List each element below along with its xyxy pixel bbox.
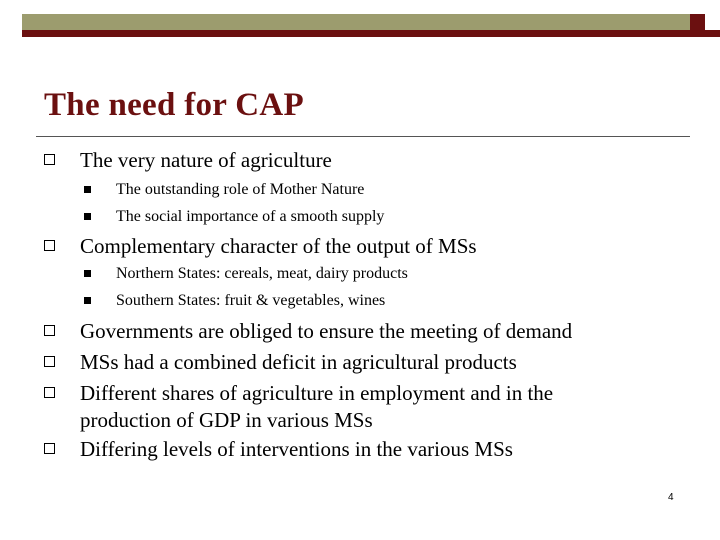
hollow-square-bullet-icon (44, 443, 55, 454)
bullet-text: Governments are obliged to ensure the meeting of demand (80, 319, 573, 343)
title-divider (36, 136, 690, 137)
red-corner-square (690, 14, 705, 30)
bullet-text-line-2: production of GDP in various MSs (80, 408, 373, 432)
bullet-text: Complementary character of the output of MSs (80, 234, 477, 258)
top-decoration-bar (0, 0, 720, 40)
page-number: 4 (668, 492, 674, 503)
hollow-square-bullet-icon (44, 356, 55, 367)
bullet-text: Differing levels of interventions in the various MSs (80, 437, 513, 461)
hollow-square-bullet-icon (44, 154, 55, 165)
olive-band (22, 14, 690, 30)
sub-bullet-text: Northern States: cereals, meat, dairy products (116, 265, 408, 282)
hollow-square-bullet-icon (44, 325, 55, 336)
filled-square-bullet-icon (84, 270, 91, 277)
sub-bullet-text: The social importance of a smooth supply (116, 208, 385, 225)
filled-square-bullet-icon (84, 186, 91, 193)
hollow-square-bullet-icon (44, 387, 55, 398)
bullet-text: The very nature of agriculture (80, 148, 332, 172)
filled-square-bullet-icon (84, 297, 91, 304)
bullet-text-line-1: Different shares of agriculture in employment and in the (80, 381, 554, 405)
red-underline-band (22, 30, 720, 37)
hollow-square-bullet-icon (44, 240, 55, 251)
slide-title: The need for CAP (44, 87, 304, 123)
bullet-text: MSs had a combined deficit in agricultural products (80, 350, 517, 374)
filled-square-bullet-icon (84, 213, 91, 220)
sub-bullet-text: Southern States: fruit & vegetables, wines (116, 292, 386, 309)
sub-bullet-text: The outstanding role of Mother Nature (116, 181, 365, 198)
